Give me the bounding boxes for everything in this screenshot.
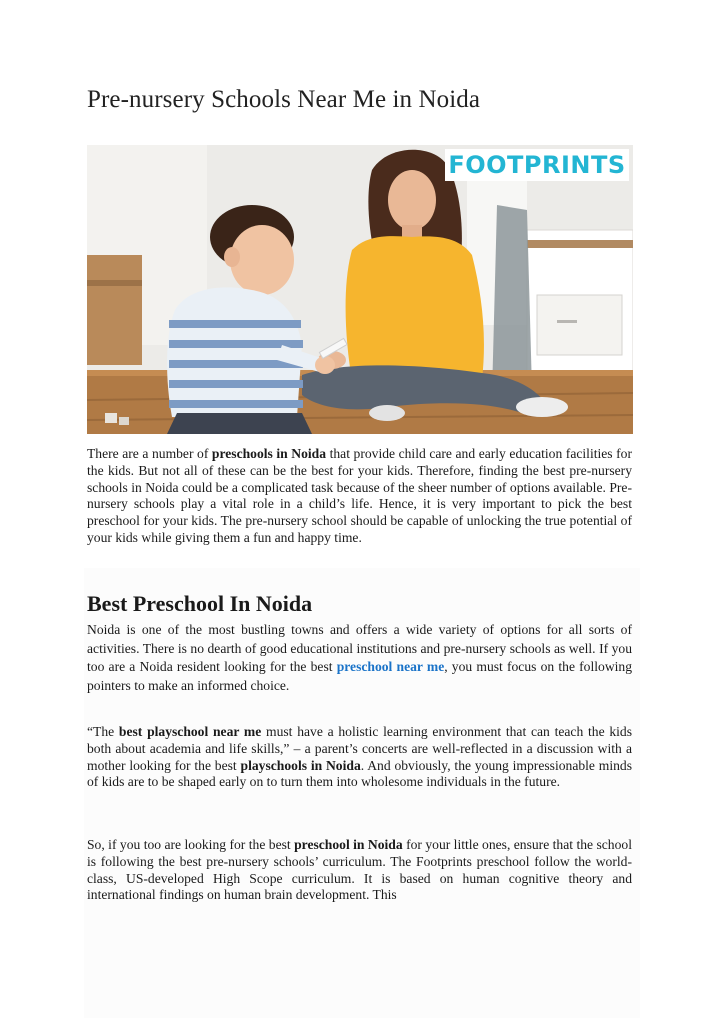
text-segment: . And obviously, the young impressionable minds of kids are to be shaped early on to turn them into wholesome individuals in the future. bbox=[87, 757, 633, 790]
text-segment: for your little ones, ensure that the school is following the best pre-nursery schools’ curriculum. The Footprints preschool follow the world-class, US-developed High Scope curriculum. It is based on human cognitive theory and international findings on human brain development. This bbox=[87, 837, 632, 903]
text-segment: So, if you too are looking for the best bbox=[87, 837, 295, 852]
page-title: Pre-nursery Schools Near Me in Noida bbox=[87, 86, 481, 113]
curriculum-paragraph bbox=[87, 837, 632, 904]
text-segment: must have a holistic learning environment that can teach the kids both about academia and life skills,” – a parent’s concerts are well-reflected in a discussion with a mother looking for the best bbox=[87, 724, 633, 773]
hero-photo bbox=[87, 145, 633, 434]
link-preschool-near-me[interactable]: preschool near me bbox=[336, 659, 445, 675]
keyword-preschool-in-noida: preschool in Noida bbox=[294, 837, 403, 852]
footprints-logo: FOOTPRINTS bbox=[445, 149, 629, 181]
keyword-preschools-in-noida: preschools in Noida bbox=[211, 446, 327, 461]
keyword-best-playschool-near-me: best playschool near me bbox=[118, 724, 262, 739]
section-paragraph bbox=[87, 621, 632, 695]
text-segment: , you must focus on the following pointers to make an informed choice. bbox=[87, 659, 633, 693]
text-segment: that provide child care and early education facilities for the kids. But not all of these can be the best for your kids. Therefore, finding the best pre-nursery schools in Noida could be a complicated task because of the sheer number of options available. Pre-nursery schools play a vital role in a child’s life. Hence, it is very important to pick the best preschool for your kids. The pre-nursery school should be capable of unlocking the true potential of your kids while giving them a fun and happy time. bbox=[87, 446, 633, 545]
keyword-playschools-in-noida: playschools in Noida bbox=[240, 757, 361, 773]
hero-illustration bbox=[87, 145, 633, 434]
text-segment: There are a number of bbox=[87, 446, 212, 461]
text-segment: “The bbox=[87, 724, 119, 739]
text-segment: Noida is one of the most bustling towns and offers a wide variety of options for all sorts of activities. There is no dearth of good educational institutions and pre-nursery schools as well. If you too are a Noida resident looking for the best bbox=[87, 622, 632, 675]
section-heading: Best Preschool In Noida bbox=[87, 591, 313, 616]
quote-paragraph bbox=[87, 724, 632, 791]
intro-paragraph bbox=[87, 446, 632, 547]
